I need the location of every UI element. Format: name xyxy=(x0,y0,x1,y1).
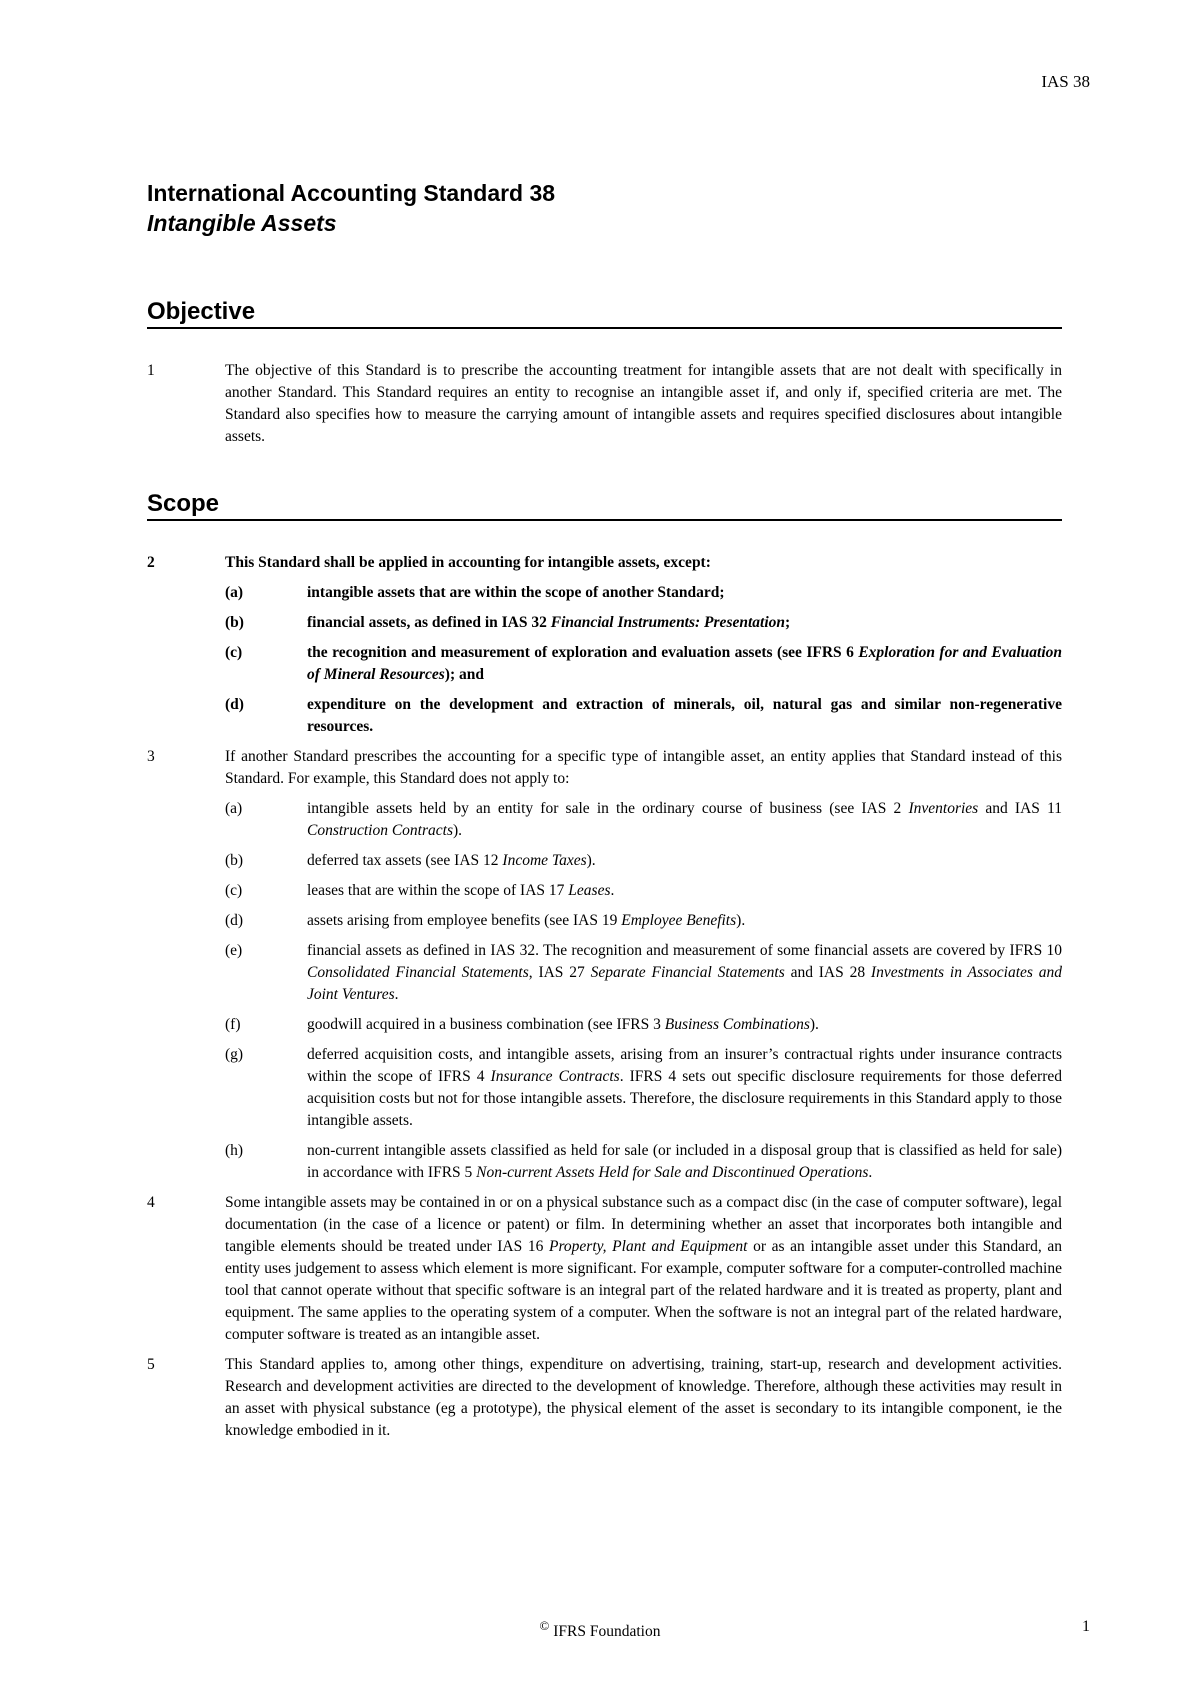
item-text: the recognition and measurement of exploration and evaluation assets (see IFRS 6 xyxy=(307,644,859,661)
item-text: , IAS 27 xyxy=(528,964,591,981)
paragraph-text: The objective of this Standard is to prescribe the accounting treatment for intangible assets that are not dealt with specifically in another Standard. This Standard requires an entity to recognise an intangible asset if, and only if, specified criteria are met. The Standard also specifies how to measure the carrying amount of intangible assets and requires specified disclosures about intangible assets. xyxy=(225,362,1062,445)
standard-title: Exploration for and Evaluation of Mineral Resources xyxy=(307,644,1062,683)
paragraph-text: This Standard applies to, among other things, expenditure on advertising, training, start-up, research and development activities. Research and development activities are directed to the development of knowledge. Therefore, although these activities may result in an asset with physical substance (eg a prototype), the physical element of the asset is secondary to its intangible component, ie the knowledge embodied in it. xyxy=(225,1356,1062,1439)
item-letter: (c) xyxy=(225,644,243,661)
list-item-3d xyxy=(225,910,1062,932)
standard-title: Construction Contracts xyxy=(307,822,453,839)
item-text: goodwill acquired in a business combination (see IFRS 3 xyxy=(307,1016,665,1033)
item-text: ). xyxy=(736,912,746,929)
item-letter: (d) xyxy=(225,696,244,713)
standard-title: Financial Instruments: Presentation xyxy=(550,614,786,631)
standard-title: Income Taxes xyxy=(502,852,587,869)
list-item-3a xyxy=(225,798,1062,842)
paragraph-text: Some intangible assets may be contained in or on a physical substance such as a compact disc (in the case of computer software), legal documentation (in the case of a licence or patent) or film. In determining whether an asset that incorporates both intangible and tangible elements should be treated under IAS 16 xyxy=(225,1194,1062,1255)
list-item-3h xyxy=(225,1140,1062,1184)
item-text: . IFRS 4 sets out specific disclosure requirements for those deferred acquisition costs but not for those intangible assets. Therefore, the disclosure requirements in this Standard apply to those intangible assets. xyxy=(307,1068,1062,1129)
item-text: . xyxy=(868,1164,873,1181)
list-item-2b xyxy=(225,612,1062,634)
item-letter: (d) xyxy=(225,912,244,929)
paragraph-3 xyxy=(147,746,1062,1184)
paragraph-2 xyxy=(147,552,1062,738)
page-number: 1 xyxy=(1082,1618,1090,1635)
standard-title: Insurance Contracts xyxy=(490,1068,620,1085)
item-text: intangible assets that are within the scope of another Standard; xyxy=(307,584,725,601)
item-text: deferred acquisition costs, and intangible assets, arising from an insurer’s contractual rights under insurance contracts within the scope of IFRS 4 xyxy=(307,1046,1062,1085)
item-text: assets arising from employee benefits (see IAS 19 xyxy=(307,912,622,929)
standard-title: Business Combinations xyxy=(664,1016,810,1033)
paragraph-text: This Standard shall be applied in accounting for intangible assets, except: xyxy=(225,554,711,571)
item-text: and IAS 28 xyxy=(784,964,871,981)
list-item-3e xyxy=(225,940,1062,1006)
standard-title: Employee Benefits xyxy=(621,912,737,929)
standard-title: Leases xyxy=(568,882,611,899)
paragraph-1 xyxy=(147,360,1062,448)
item-text: ; xyxy=(785,614,791,631)
item-letter: (c) xyxy=(225,882,243,899)
standard-title: Investments in Associates and Joint Ventures xyxy=(307,964,1063,1003)
list-item-3c xyxy=(225,880,1062,902)
item-text: . xyxy=(394,986,399,1003)
list-item-2d xyxy=(225,694,1062,738)
standard-title: Non-current Assets Held for Sale and Discontinued Operations xyxy=(476,1164,869,1181)
document-subtitle: Intangible Assets xyxy=(147,210,337,236)
list-item-3b xyxy=(225,850,1062,872)
standard-title: Separate Financial Statements xyxy=(590,964,785,981)
item-text: . xyxy=(610,882,615,899)
objective-block xyxy=(147,360,1062,456)
running-head: IAS 38 xyxy=(1041,72,1090,91)
item-text: leases that are within the scope of IAS 17 xyxy=(307,882,569,899)
paragraph-text: or as an intangible asset under this Standard, an entity uses judgement to assess which element is more significant. For example, computer software for a computer-controlled machine tool that cannot operate without that specific software is an integral part of the related hardware and it is treated as property, plant and equipment. The same applies to the operating system of a computer. When the software is not an integral part of the related hardware, computer software is treated as an intangible asset. xyxy=(225,1238,1063,1343)
paragraph-number: 3 xyxy=(147,748,155,765)
standard-title: Property, Plant and Equipment xyxy=(549,1238,748,1255)
paragraph-number: 4 xyxy=(147,1194,155,1211)
item-text: expenditure on the development and extraction of minerals, oil, natural gas and similar non-regenerative resources. xyxy=(307,696,1062,735)
paragraph-text: If another Standard prescribes the accounting for a specific type of intangible asset, an entity applies that Standard instead of this Standard. For example, this Standard does not apply to: xyxy=(225,748,1062,787)
item-letter: (b) xyxy=(225,852,244,869)
item-text: ). xyxy=(586,852,596,869)
item-text: ). xyxy=(809,1016,819,1033)
item-letter: (h) xyxy=(225,1142,244,1159)
footer-org: IFRS Foundation xyxy=(553,1623,661,1641)
item-text: intangible assets held by an entity for sale in the ordinary course of business (see IAS 2 xyxy=(307,800,909,817)
item-text: deferred tax assets (see IAS 12 xyxy=(307,852,503,869)
copyright-symbol: © xyxy=(539,1618,550,1633)
item-text: non-current intangible assets classified as held for sale (or included in a disposal group that is classified as held for sale) in accordance with IFRS 5 xyxy=(307,1142,1062,1181)
item-letter: (a) xyxy=(225,800,243,817)
list-item-3f xyxy=(225,1014,1062,1036)
title-block xyxy=(147,178,1057,238)
item-letter: (g) xyxy=(225,1046,244,1063)
item-text: and IAS 11 xyxy=(978,800,1063,817)
item-letter: (a) xyxy=(225,584,244,601)
paragraph-number: 1 xyxy=(147,362,155,379)
footer-copyright xyxy=(0,1618,1200,1641)
section-heading-scope: Scope xyxy=(147,490,1062,521)
item-letter: (f) xyxy=(225,1016,241,1033)
item-text: ); and xyxy=(444,666,484,683)
item-letter: (b) xyxy=(225,614,244,631)
item-text: financial assets, as defined in IAS 32 xyxy=(307,614,551,631)
section-heading-objective: Objective xyxy=(147,298,1062,329)
standard-title: Consolidated Financial Statements xyxy=(307,964,529,981)
list-item-2c xyxy=(225,642,1062,686)
item-text: financial assets as defined in IAS 32. The recognition and measurement of some financial assets are covered by IFRS 10 xyxy=(307,942,1062,959)
paragraph-4 xyxy=(147,1192,1062,1346)
list-item-3g xyxy=(225,1044,1062,1132)
item-text: ). xyxy=(452,822,463,839)
standard-title: Inventories xyxy=(908,800,979,817)
scope-block xyxy=(147,552,1062,1450)
list-item-2a xyxy=(225,582,1062,604)
paragraph-5 xyxy=(147,1354,1062,1442)
paragraph-number: 2 xyxy=(147,554,155,571)
item-letter: (e) xyxy=(225,942,243,959)
document-title: International Accounting Standard 38 xyxy=(147,180,556,206)
paragraph-number: 5 xyxy=(147,1356,155,1373)
